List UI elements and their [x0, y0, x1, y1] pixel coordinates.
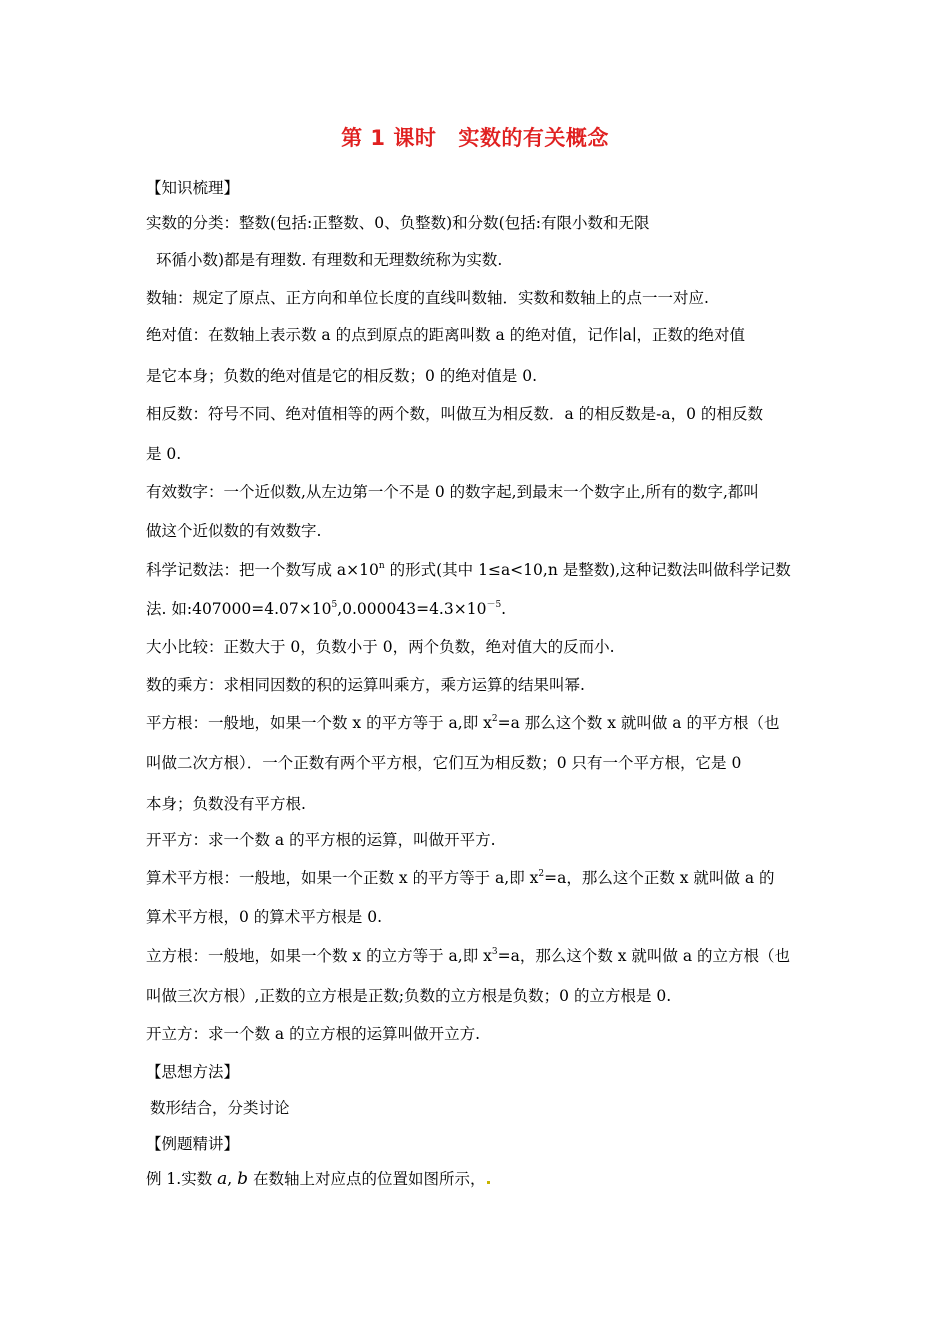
paragraph-square-root-cont: 叫做二次方根）．一个正数有两个平方根，它们互为相反数；0 只有一个平方根，它是 0 — [146, 754, 742, 772]
paragraph-power: 数的乘方：求相同因数的积的运算叫乘方，乘方运算的结果叫幂. — [146, 676, 585, 694]
paragraph-method: 数形结合，分类讨论 — [150, 1099, 290, 1117]
exponent-3: 3 — [491, 946, 498, 957]
exponent-minus-5: －5 — [486, 599, 502, 610]
example-text-b: ,0.000043=4.3×10 — [337, 600, 487, 618]
paragraph-opposite-number: 相反数：符号不同、绝对值相等的两个数，叫做互为相反数．a 的相反数是-a，0 的相反数 — [146, 405, 763, 423]
scientific-notation-text-a: 科学记数法：把一个数写成 a×10 — [146, 561, 379, 579]
paragraph-scientific-notation-example — [146, 599, 810, 619]
paragraph-arithmetic-square-root-cont: 算术平方根，0 的算术平方根是 0. — [146, 908, 383, 926]
paragraph-number-line: 数轴：规定了原点、正方向和单位长度的直线叫数轴．实数和数轴上的点一一对应. — [146, 289, 709, 307]
arithmetic-root-text-a: 算术平方根：一般地，如果一个正数 x 的平方等于 a,即 x — [146, 869, 539, 887]
cube-root-text-a: 立方根：一般地，如果一个数 x 的立方等于 a,即 x — [146, 947, 492, 965]
paragraph-opposite-number-cont: 是 0. — [146, 445, 182, 463]
section-heading-examples: 【例题精讲】 — [146, 1135, 240, 1153]
example-1-text: 在数轴上对应点的位置如图所示， — [253, 1170, 486, 1188]
example-text-c: . — [501, 600, 507, 618]
paragraph-example-1 — [146, 1169, 810, 1189]
arithmetic-root-text-b: =a，那么这个正数 x 就叫做 a 的 — [544, 869, 775, 887]
exponent-2: 2 — [491, 713, 498, 724]
paragraph-scientific-notation — [146, 560, 810, 580]
marker-dot — [487, 1181, 490, 1184]
scientific-notation-text-b: 的形式(其中 1≤a<10,n 是整数),这种记数法叫做科学记数 — [384, 561, 791, 579]
paragraph-real-number-classification: 实数的分类：整数(包括:正整数、0、负整数)和分数(包括:有限小数和无限 — [146, 214, 650, 232]
paragraph-square-root-cont2: 本身；负数没有平方根. — [146, 795, 306, 813]
cube-root-text-b: =a，那么这个数 x 就叫做 a 的立方根（也 — [497, 947, 791, 965]
paragraph-cube-root-cont: 叫做三次方根）,正数的立方根是正数;负数的立方根是负数；0 的立方根是 0. — [146, 987, 672, 1005]
variable-a: a — [217, 1169, 228, 1189]
example-text-a: 法. 如:407000=4.07×10 — [146, 600, 332, 618]
page-title — [0, 122, 950, 152]
paragraph-arithmetic-square-root — [146, 868, 810, 888]
example-1-prefix: 例 1.实数 — [146, 1170, 213, 1188]
title-topic: 实数的有关概念 — [458, 126, 609, 150]
paragraph-absolute-value-cont: 是它本身；负数的绝对值是它的相反数；0 的绝对值是 0. — [146, 367, 538, 385]
paragraph-absolute-value: 绝对值：在数轴上表示数 a 的点到原点的距离叫数 a 的绝对值，记作∣a∣，正数的绝对值 — [146, 326, 745, 344]
paragraph-significant-figures-cont: 做这个近似数的有效数字. — [146, 522, 322, 540]
paragraph-cube-root-operation: 开立方：求一个数 a 的立方根的运算叫做开立方. — [146, 1025, 481, 1043]
title-lesson: 第 1 课时 — [341, 126, 437, 150]
square-root-text-a: 平方根：一般地，如果一个数 x 的平方等于 a,即 x — [146, 714, 492, 732]
exponent-2: 2 — [538, 868, 545, 879]
section-heading-method: 【思想方法】 — [146, 1063, 240, 1081]
paragraph-comparison: 大小比较：正数大于 0，负数小于 0，两个负数，绝对值大的反而小. — [146, 638, 615, 656]
section-heading-knowledge: 【知识梳理】 — [146, 179, 240, 197]
exponent-n: n — [378, 560, 385, 571]
paragraph-significant-figures: 有效数字：一个近似数,从左边第一个不是 0 的数字起,到最末一个数字止,所有的数字,都叫 — [146, 483, 759, 501]
exponent-5: 5 — [331, 599, 338, 610]
variable-b: b — [237, 1169, 249, 1189]
paragraph-square-root-operation: 开平方：求一个数 a 的平方根的运算，叫做开平方. — [146, 831, 496, 849]
paragraph-cube-root — [146, 946, 810, 966]
variable-separator: , — [227, 1170, 233, 1188]
square-root-text-b: =a 那么这个数 x 就叫做 a 的平方根（也 — [497, 714, 780, 732]
paragraph-square-root — [146, 713, 810, 733]
paragraph-real-number-classification-cont: 环循小数)都是有理数. 有理数和无理数统称为实数. — [156, 251, 503, 269]
